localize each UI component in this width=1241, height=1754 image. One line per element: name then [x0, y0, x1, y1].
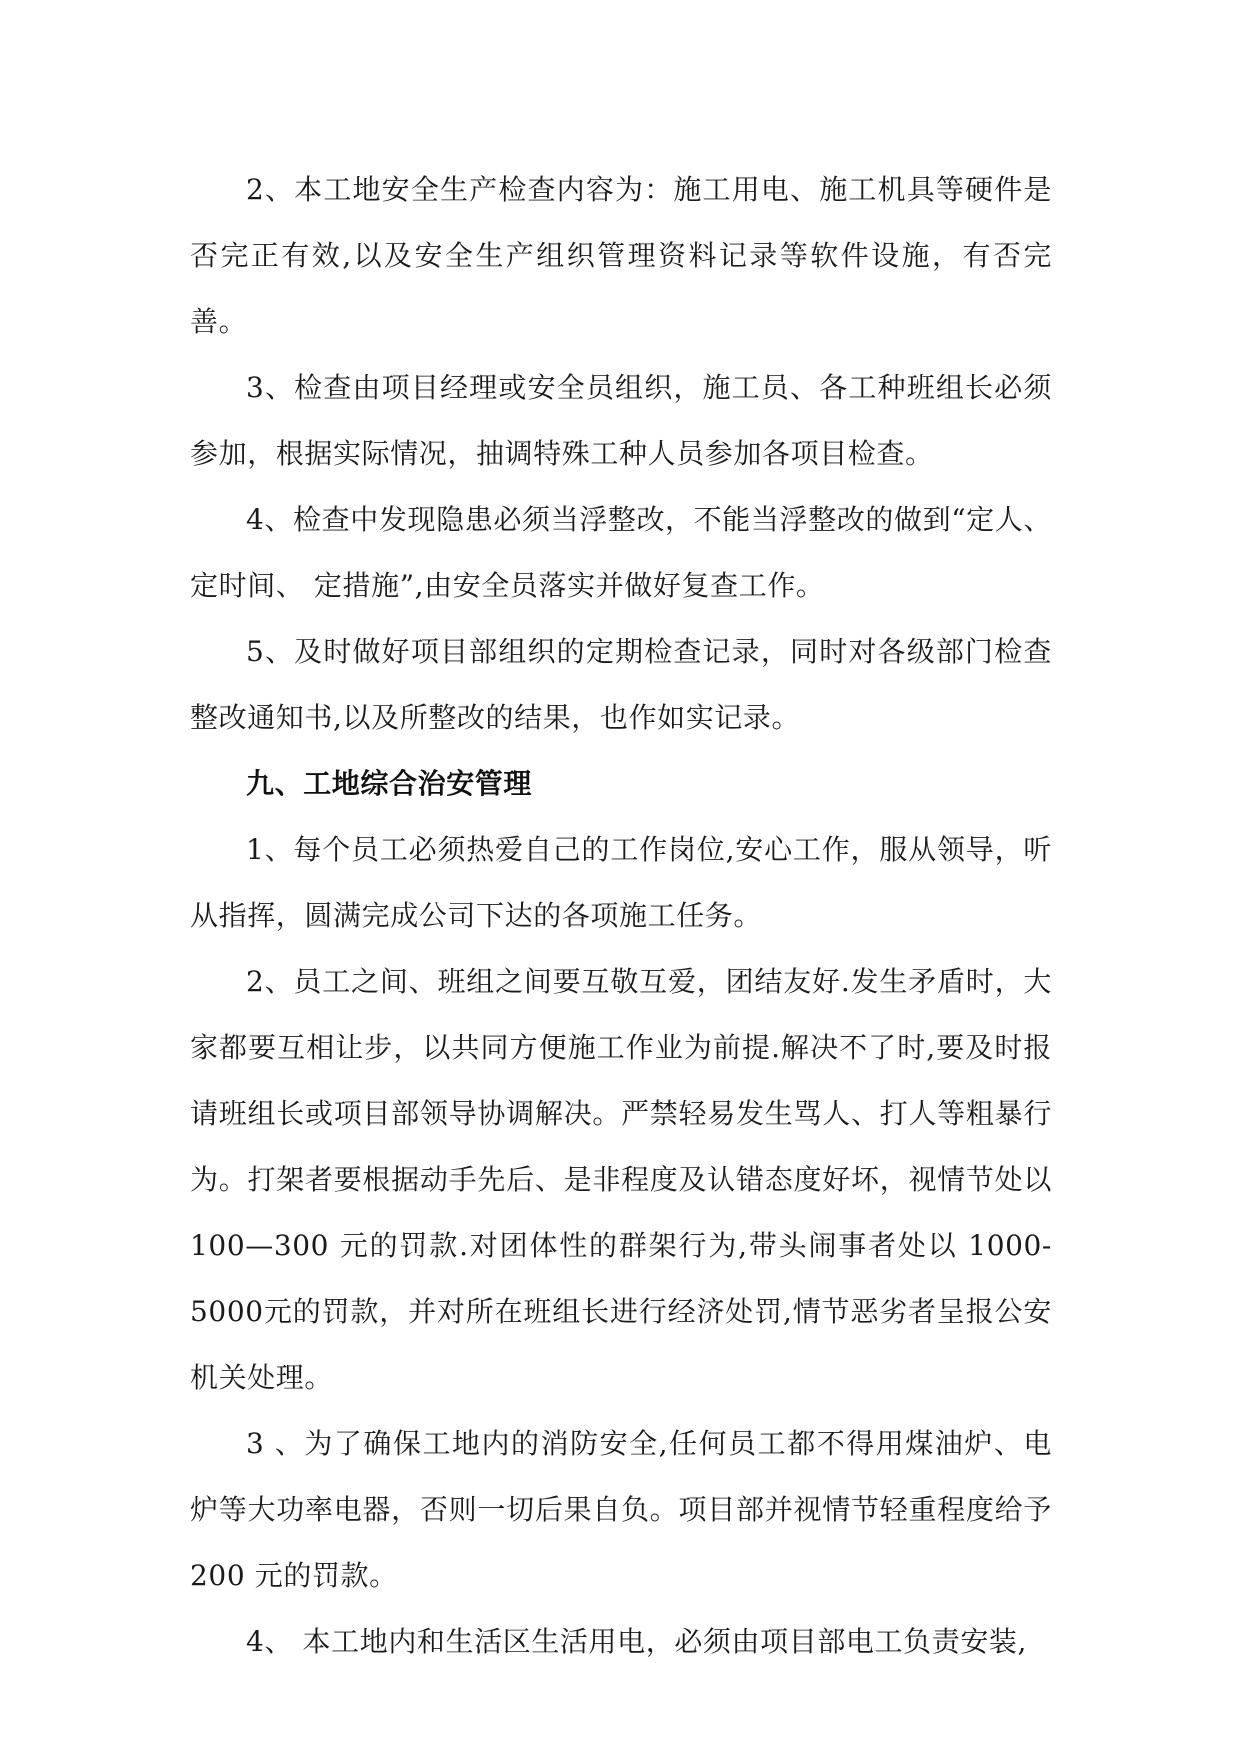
paragraph-conflict-rules: 2、员工之间、班组之间要互敬互爱，团结友好.发生矛盾时，大家都要互相让步，以共同方便施工作业为前提.解决不了时,要及时报请班组长或项目部领导协调解决。严禁轻易发生骂人、打人等粗暴行为。打架者要根据动手先后、是非程度及认错态度好坏，视情节处以100—300 元的罚款.对团体性的群架行为,带头闹事者处以 1000-5000元的罚款，并对所在班组长进行经济处罚,情节恶劣者呈报公安机关处理。 [190, 965, 1052, 1394]
paragraph-employee-duty: 1、每个员工必须热爱自己的工作岗位,安心工作，服从领导，听从指挥，圆满完成公司下达的各项施工任务。 [190, 833, 1052, 932]
paragraph-inspection-content: 2、本工地安全生产检查内容为：施工用电、施工机具等硬件是否完正有效,以及安全生产组织管理资料记录等软件设施，有否完善。 [190, 173, 1052, 338]
paragraph-hazard-rectification: 4、检查中发现隐患必须当浮整改，不能当浮整改的做到“定人、定时间、 定措施”,由安全员落实并做好复查工作。 [190, 503, 1052, 602]
paragraph-fire-safety: 3 、为了确保工地内的消防安全,任何员工都不得用煤油炉、电炉等大功率电器，否则一切后果自负。项目部并视情节轻重程度给予200 元的罚款。 [190, 1427, 1052, 1592]
paragraph-electricity: 4、 本工地内和生活区生活用电，必须由项目部电工负责安装, [246, 1625, 1028, 1658]
document-body [190, 157, 1052, 1675]
paragraph-inspection-records: 5、及时做好项目部组织的定期检查记录，同时对各级部门检查整改通知书,以及所整改的结果，也作如实记录。 [190, 635, 1052, 734]
section-heading: 九、工地综合治安管理 [246, 767, 533, 800]
paragraph-inspection-organizer: 3、检查由项目经理或安全员组织，施工员、各工种班组长必须参加，根据实际情况，抽调特殊工种人员参加各项目检查。 [190, 371, 1052, 470]
